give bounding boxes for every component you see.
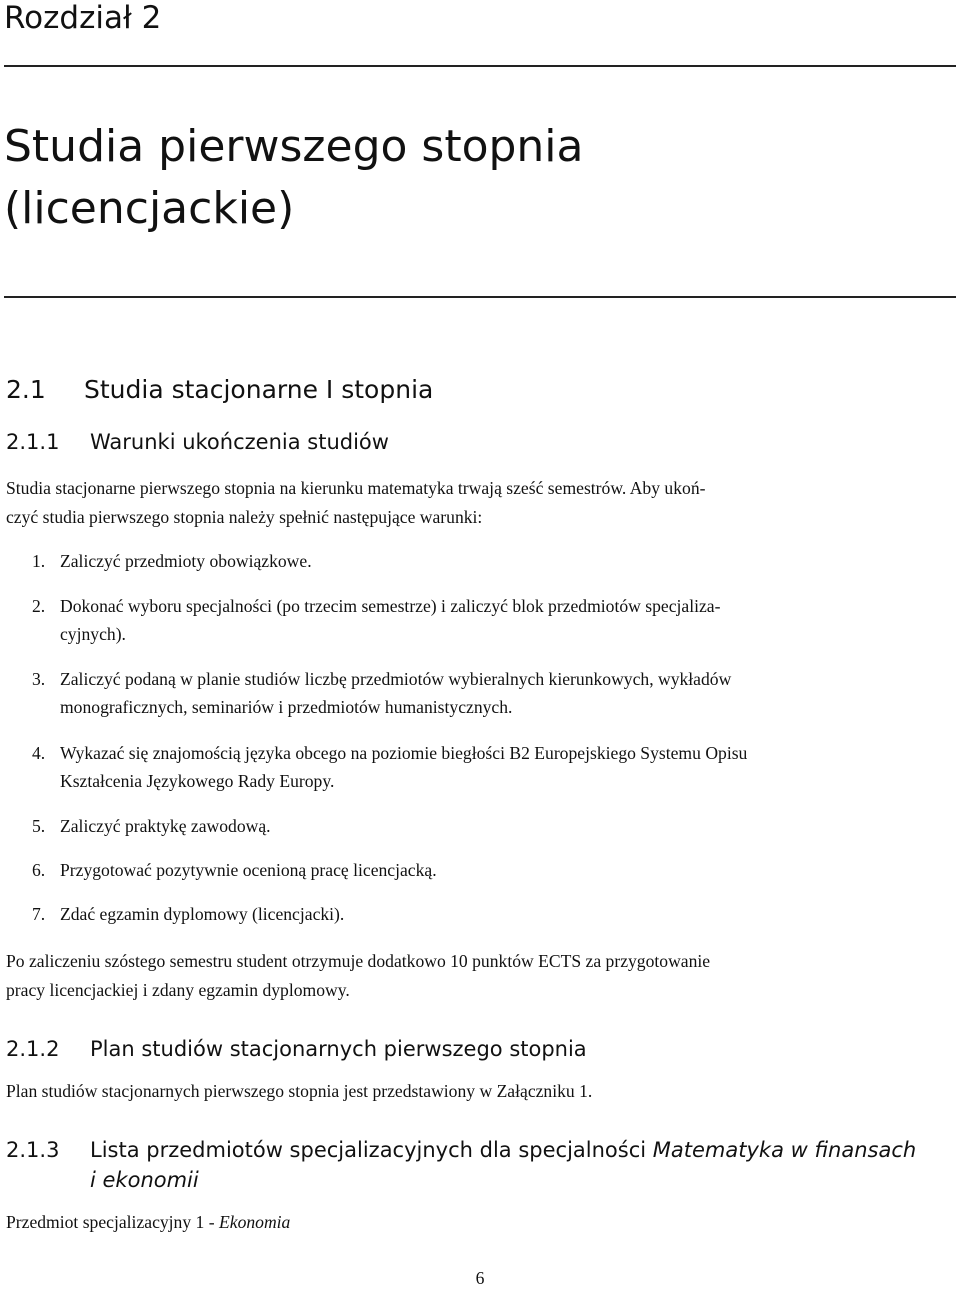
list-item-text: Przygotować pozytywnie ocenioną pracę licencjacką. [60, 860, 437, 880]
conditions-list [0, 547, 960, 924]
list-item-number: 2. [32, 596, 46, 616]
chapter-title-line-1: Studia pierwszego stopnia [4, 121, 584, 172]
subject-label: Przedmiot specjalizacyjny 1 - [6, 1212, 220, 1232]
specialization-subject-line [6, 1208, 290, 1237]
list-item-text: Zaliczyć podaną w planie studiów liczbę przedmiotów wybieralnych kierunkowych, wykładów [60, 669, 732, 689]
list-item-text-continued: cyjnych). [60, 624, 126, 644]
subsection-heading-2-1-2 [6, 1034, 587, 1064]
after-line-1: Po zaliczeniu szóstego semestru student otrzymuje dodatkowo 10 punktów ECTS za przygotowanie [6, 951, 711, 971]
list-item-number: 3. [32, 669, 46, 689]
list-item-text-continued: monograficznych, seminariów i przedmiotów humanistycznych. [60, 697, 513, 717]
subject-name: Ekonomia [219, 1212, 291, 1232]
list-item-number: 4. [32, 743, 46, 763]
section-number: 2.1 [6, 375, 46, 404]
subsection-number: 2.1.1 [6, 430, 60, 454]
chapter-title-line-2: (licencjackie) [4, 183, 295, 234]
subsection-title: Warunki ukończenia studiów [90, 430, 389, 454]
section-title: Studia stacjonarne I stopnia [84, 375, 434, 404]
after-line-2: pracy licencjackiej i zdany egzamin dyplomowy. [6, 980, 350, 1000]
subsection-number: 2.1.2 [6, 1037, 60, 1061]
plan-paragraph: Plan studiów stacjonarnych pierwszego stopnia jest przedstawiony w Załączniku 1. [6, 1081, 593, 1101]
intro-line-1: Studia stacjonarne pierwszego stopnia na kierunku matematyka trwają sześć semestrów. Aby ukoń- [6, 478, 706, 498]
list-item-number: 6. [32, 860, 46, 880]
intro-line-2: czyć studia pierwszego stopnia należy spełnić następujące warunki: [6, 507, 483, 527]
list-item-number: 7. [32, 904, 46, 924]
chapter-label: Rozdział 2 [4, 0, 162, 36]
subsection-heading-2-1-1 [6, 427, 389, 457]
list-item-text: Zaliczyć praktykę zawodową. [60, 816, 271, 836]
top-rule [4, 65, 956, 67]
chapter-title [4, 116, 584, 240]
list-item-number: 5. [32, 816, 46, 836]
intro-paragraph [6, 474, 705, 532]
after-list-paragraph [6, 947, 710, 1005]
specialization-name-continued: i ekonomii [90, 1168, 199, 1192]
subsection-number: 2.1.3 [6, 1138, 60, 1162]
subsection-title: Plan studiów stacjonarnych pierwszego stopnia [90, 1037, 587, 1061]
specialization-name: Matematyka w finansach [652, 1138, 917, 1162]
page-number: 6 [475, 1268, 485, 1288]
list-item-text: Dokonać wyboru specjalności (po trzecim semestrze) i zaliczyć blok przedmiotów specjaliza- [60, 596, 721, 616]
subsection-heading-2-1-3 [6, 1135, 956, 1195]
subsection-title: Lista przedmiotów specjalizacyjnych dla specjalności [90, 1138, 653, 1162]
bottom-rule [4, 296, 956, 298]
list-item-text: Zaliczyć przedmioty obowiązkowe. [60, 551, 312, 571]
section-heading-2-1 [6, 374, 433, 406]
list-item-text-continued: Kształcenia Językowego Rady Europy. [60, 771, 335, 791]
list-item-text: Wykazać się znajomością języka obcego na poziomie biegłości B2 Europejskiego Systemu Opisu [60, 743, 748, 763]
list-item-text: Zdać egzamin dyplomowy (licencjacki). [60, 904, 345, 924]
list-item-number: 1. [32, 551, 46, 571]
